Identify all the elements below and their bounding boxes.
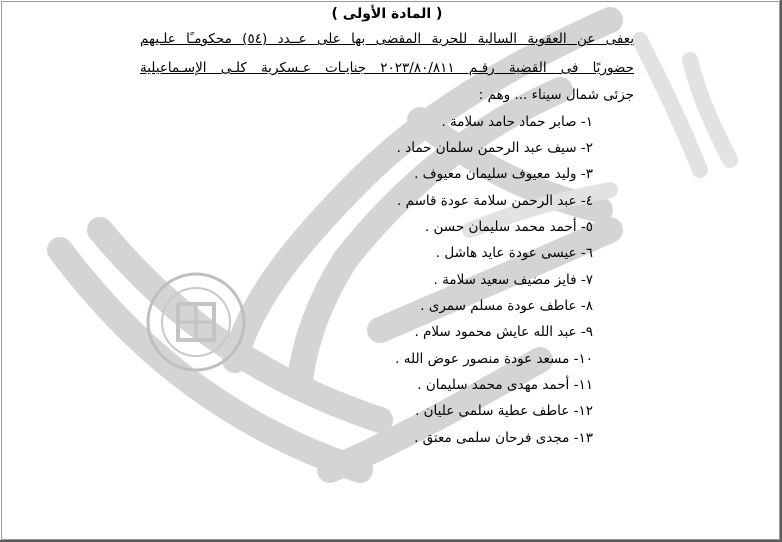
article-title: ( المادة الأولى ): [331, 6, 443, 22]
list-item: ٢- سيف عبد الرحمن سلمان حماد .: [396, 140, 593, 156]
list-item: ٤- عبد الرحمن سلامة عودة قاسم .: [397, 193, 593, 209]
paragraph-line-1: يعفى عن العقوبة السالبة للحرية المقضى بها على عــدد (٥٤) محكومـًا علـيهم: [140, 31, 634, 47]
paragraph-line-2: حضوريًا فى القضية رقـم ٢٠٢٣/٨٠/٨١١ جنايـات عـسكرية كلـى الإسـماعيلية: [140, 60, 634, 76]
list-item: ٦- عيسى عودة عايد هاشل .: [435, 245, 593, 261]
list-item: ١- صابر حماد حامد سلامة .: [441, 114, 593, 130]
list-item: ٨- عاطف عودة مسلم سمرى .: [420, 298, 593, 314]
list-item: ٧- فايز مضيف سعيد سلامة .: [433, 272, 593, 288]
list-item: ١١- أحمد مهدى محمد سليمان .: [417, 377, 593, 393]
list-item: ١٣- مجدى فرحان سلمى معتق .: [414, 430, 593, 446]
intro-line: جزئى شمال سيناء ... وهم :: [478, 87, 634, 103]
list-item: ٣- وليد معيوف سليمان معيوف .: [414, 166, 593, 182]
list-item: ٥- أحمد محمد سليمان حسن .: [424, 219, 593, 235]
list-item: ١٠- مسعد عودة منصور عوض الله .: [395, 351, 593, 367]
list-item: ١٢- عاطف عطية سلمى عليان .: [415, 403, 593, 419]
document-body: [140, 0, 634, 542]
list-item: ٩- عبد الله عايش محمود سلام .: [414, 324, 593, 340]
